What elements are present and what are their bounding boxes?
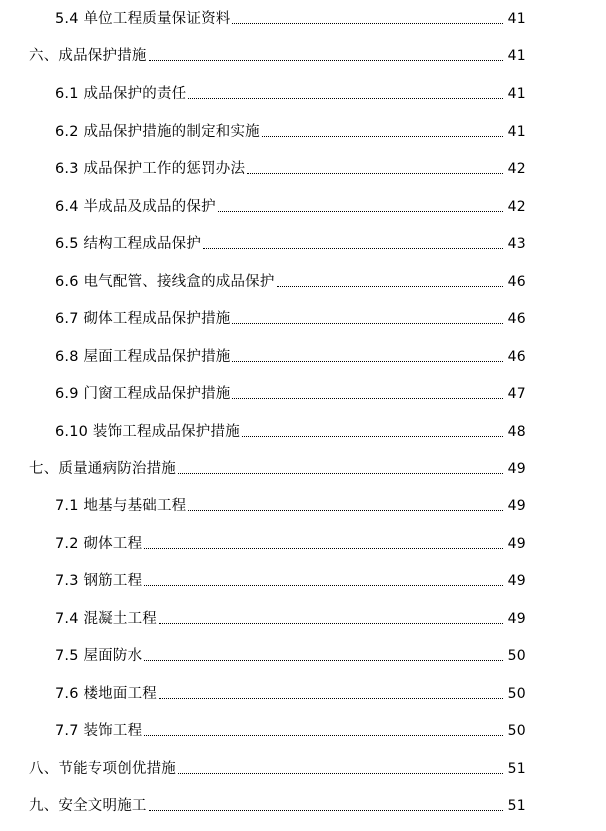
dot-leader xyxy=(262,135,503,137)
toc-entry-page: 49 xyxy=(507,461,526,477)
toc-entry-page: 51 xyxy=(507,798,526,814)
dot-leader xyxy=(203,247,503,249)
toc-entry-page: 49 xyxy=(507,536,526,552)
toc-entry[interactable] xyxy=(0,754,606,778)
toc-entry-page: 51 xyxy=(507,761,526,777)
toc-entry[interactable] xyxy=(0,229,606,253)
toc-entry-page: 43 xyxy=(507,236,526,252)
dot-leader xyxy=(149,59,503,61)
toc-entry-page: 41 xyxy=(507,11,526,27)
toc-entry[interactable] xyxy=(0,604,606,628)
dot-leader xyxy=(232,360,503,362)
toc-entry-title: 6.4 半成品及成品的保护 xyxy=(55,199,216,215)
toc-entry-page: 49 xyxy=(507,611,526,627)
toc-entry[interactable] xyxy=(0,267,606,291)
toc-entry-title: 6.10 装饰工程成品保护措施 xyxy=(55,424,240,440)
toc-entry-page: 50 xyxy=(507,648,526,664)
toc-entry-title: 6.7 砌体工程成品保护措施 xyxy=(55,311,231,327)
dot-leader xyxy=(188,509,503,511)
toc-entry-title: 九、安全文明施工 xyxy=(29,798,147,814)
dot-leader xyxy=(232,397,503,399)
toc-entry[interactable] xyxy=(0,641,606,665)
toc-entry-title: 6.5 结构工程成品保护 xyxy=(55,236,202,252)
dot-leader xyxy=(144,734,503,736)
toc-entry[interactable] xyxy=(0,117,606,141)
toc-entry-title: 7.2 砌体工程 xyxy=(55,536,143,552)
dot-leader xyxy=(218,210,503,212)
toc-entry-title: 7.4 混凝土工程 xyxy=(55,611,157,627)
dot-leader xyxy=(232,322,503,324)
toc-entry-title: 7.7 装饰工程 xyxy=(55,723,143,739)
toc-entry[interactable] xyxy=(0,154,606,178)
toc-entry[interactable] xyxy=(0,491,606,515)
dot-leader xyxy=(144,584,503,586)
toc-entry-title: 6.3 成品保护工作的惩罚办法 xyxy=(55,161,246,177)
dot-leader xyxy=(144,659,503,661)
toc-entry-title: 6.6 电气配管、接线盒的成品保护 xyxy=(55,274,275,290)
toc-entry-page: 49 xyxy=(507,573,526,589)
dot-leader xyxy=(188,97,503,99)
dot-leader xyxy=(277,285,503,287)
toc-entry-page: 41 xyxy=(507,86,526,102)
toc-entry[interactable] xyxy=(0,41,606,65)
dot-leader xyxy=(149,809,503,811)
dot-leader xyxy=(247,172,503,174)
toc-entry[interactable] xyxy=(0,417,606,441)
toc-entry-page: 42 xyxy=(507,199,526,215)
toc-entry-page: 41 xyxy=(507,48,526,64)
dot-leader xyxy=(144,547,503,549)
toc-entry[interactable] xyxy=(0,529,606,553)
toc-entry-page: 50 xyxy=(507,723,526,739)
toc-entry-page: 41 xyxy=(507,124,526,140)
toc-entry[interactable] xyxy=(0,379,606,403)
toc-entry[interactable] xyxy=(0,79,606,103)
toc-entry-title: 6.2 成品保护措施的制定和实施 xyxy=(55,124,260,140)
dot-leader xyxy=(159,697,503,699)
toc-entry-page: 42 xyxy=(507,161,526,177)
dot-leader xyxy=(159,622,503,624)
toc-entry-title: 6.8 屋面工程成品保护措施 xyxy=(55,349,231,365)
toc-entry-title: 5.4 单位工程质量保证资料 xyxy=(55,11,231,27)
toc-entry[interactable] xyxy=(0,304,606,328)
toc-entry-page: 46 xyxy=(507,349,526,365)
toc-entry-page: 49 xyxy=(507,498,526,514)
toc-entry-page: 48 xyxy=(507,424,526,440)
toc-entry-title: 六、成品保护措施 xyxy=(29,48,147,64)
toc-entry[interactable] xyxy=(0,716,606,740)
toc-entry-page: 46 xyxy=(507,274,526,290)
toc-entry[interactable] xyxy=(0,342,606,366)
toc-entry-title: 七、质量通病防治措施 xyxy=(29,461,176,477)
dot-leader xyxy=(242,435,503,437)
toc-entry[interactable] xyxy=(0,192,606,216)
toc-entry[interactable] xyxy=(0,679,606,703)
toc-entry[interactable] xyxy=(0,566,606,590)
dot-leader xyxy=(178,772,503,774)
toc-entry-page: 47 xyxy=(507,386,526,402)
toc-entry[interactable] xyxy=(0,4,606,28)
toc-entry-title: 6.9 门窗工程成品保护措施 xyxy=(55,386,231,402)
toc-entry-title: 7.1 地基与基础工程 xyxy=(55,498,187,514)
toc-entry-title: 八、节能专项创优措施 xyxy=(29,761,176,777)
toc-entry-title: 6.1 成品保护的责任 xyxy=(55,86,187,102)
toc-entry-title: 7.6 楼地面工程 xyxy=(55,686,157,702)
toc-entry-page: 50 xyxy=(507,686,526,702)
dot-leader xyxy=(178,472,503,474)
toc-entry-page: 46 xyxy=(507,311,526,327)
toc-entry-title: 7.3 钢筋工程 xyxy=(55,573,143,589)
toc-entry[interactable] xyxy=(0,791,606,815)
dot-leader xyxy=(232,22,503,24)
toc-entry[interactable] xyxy=(0,454,606,478)
toc-entry-title: 7.5 屋面防水 xyxy=(55,648,143,664)
